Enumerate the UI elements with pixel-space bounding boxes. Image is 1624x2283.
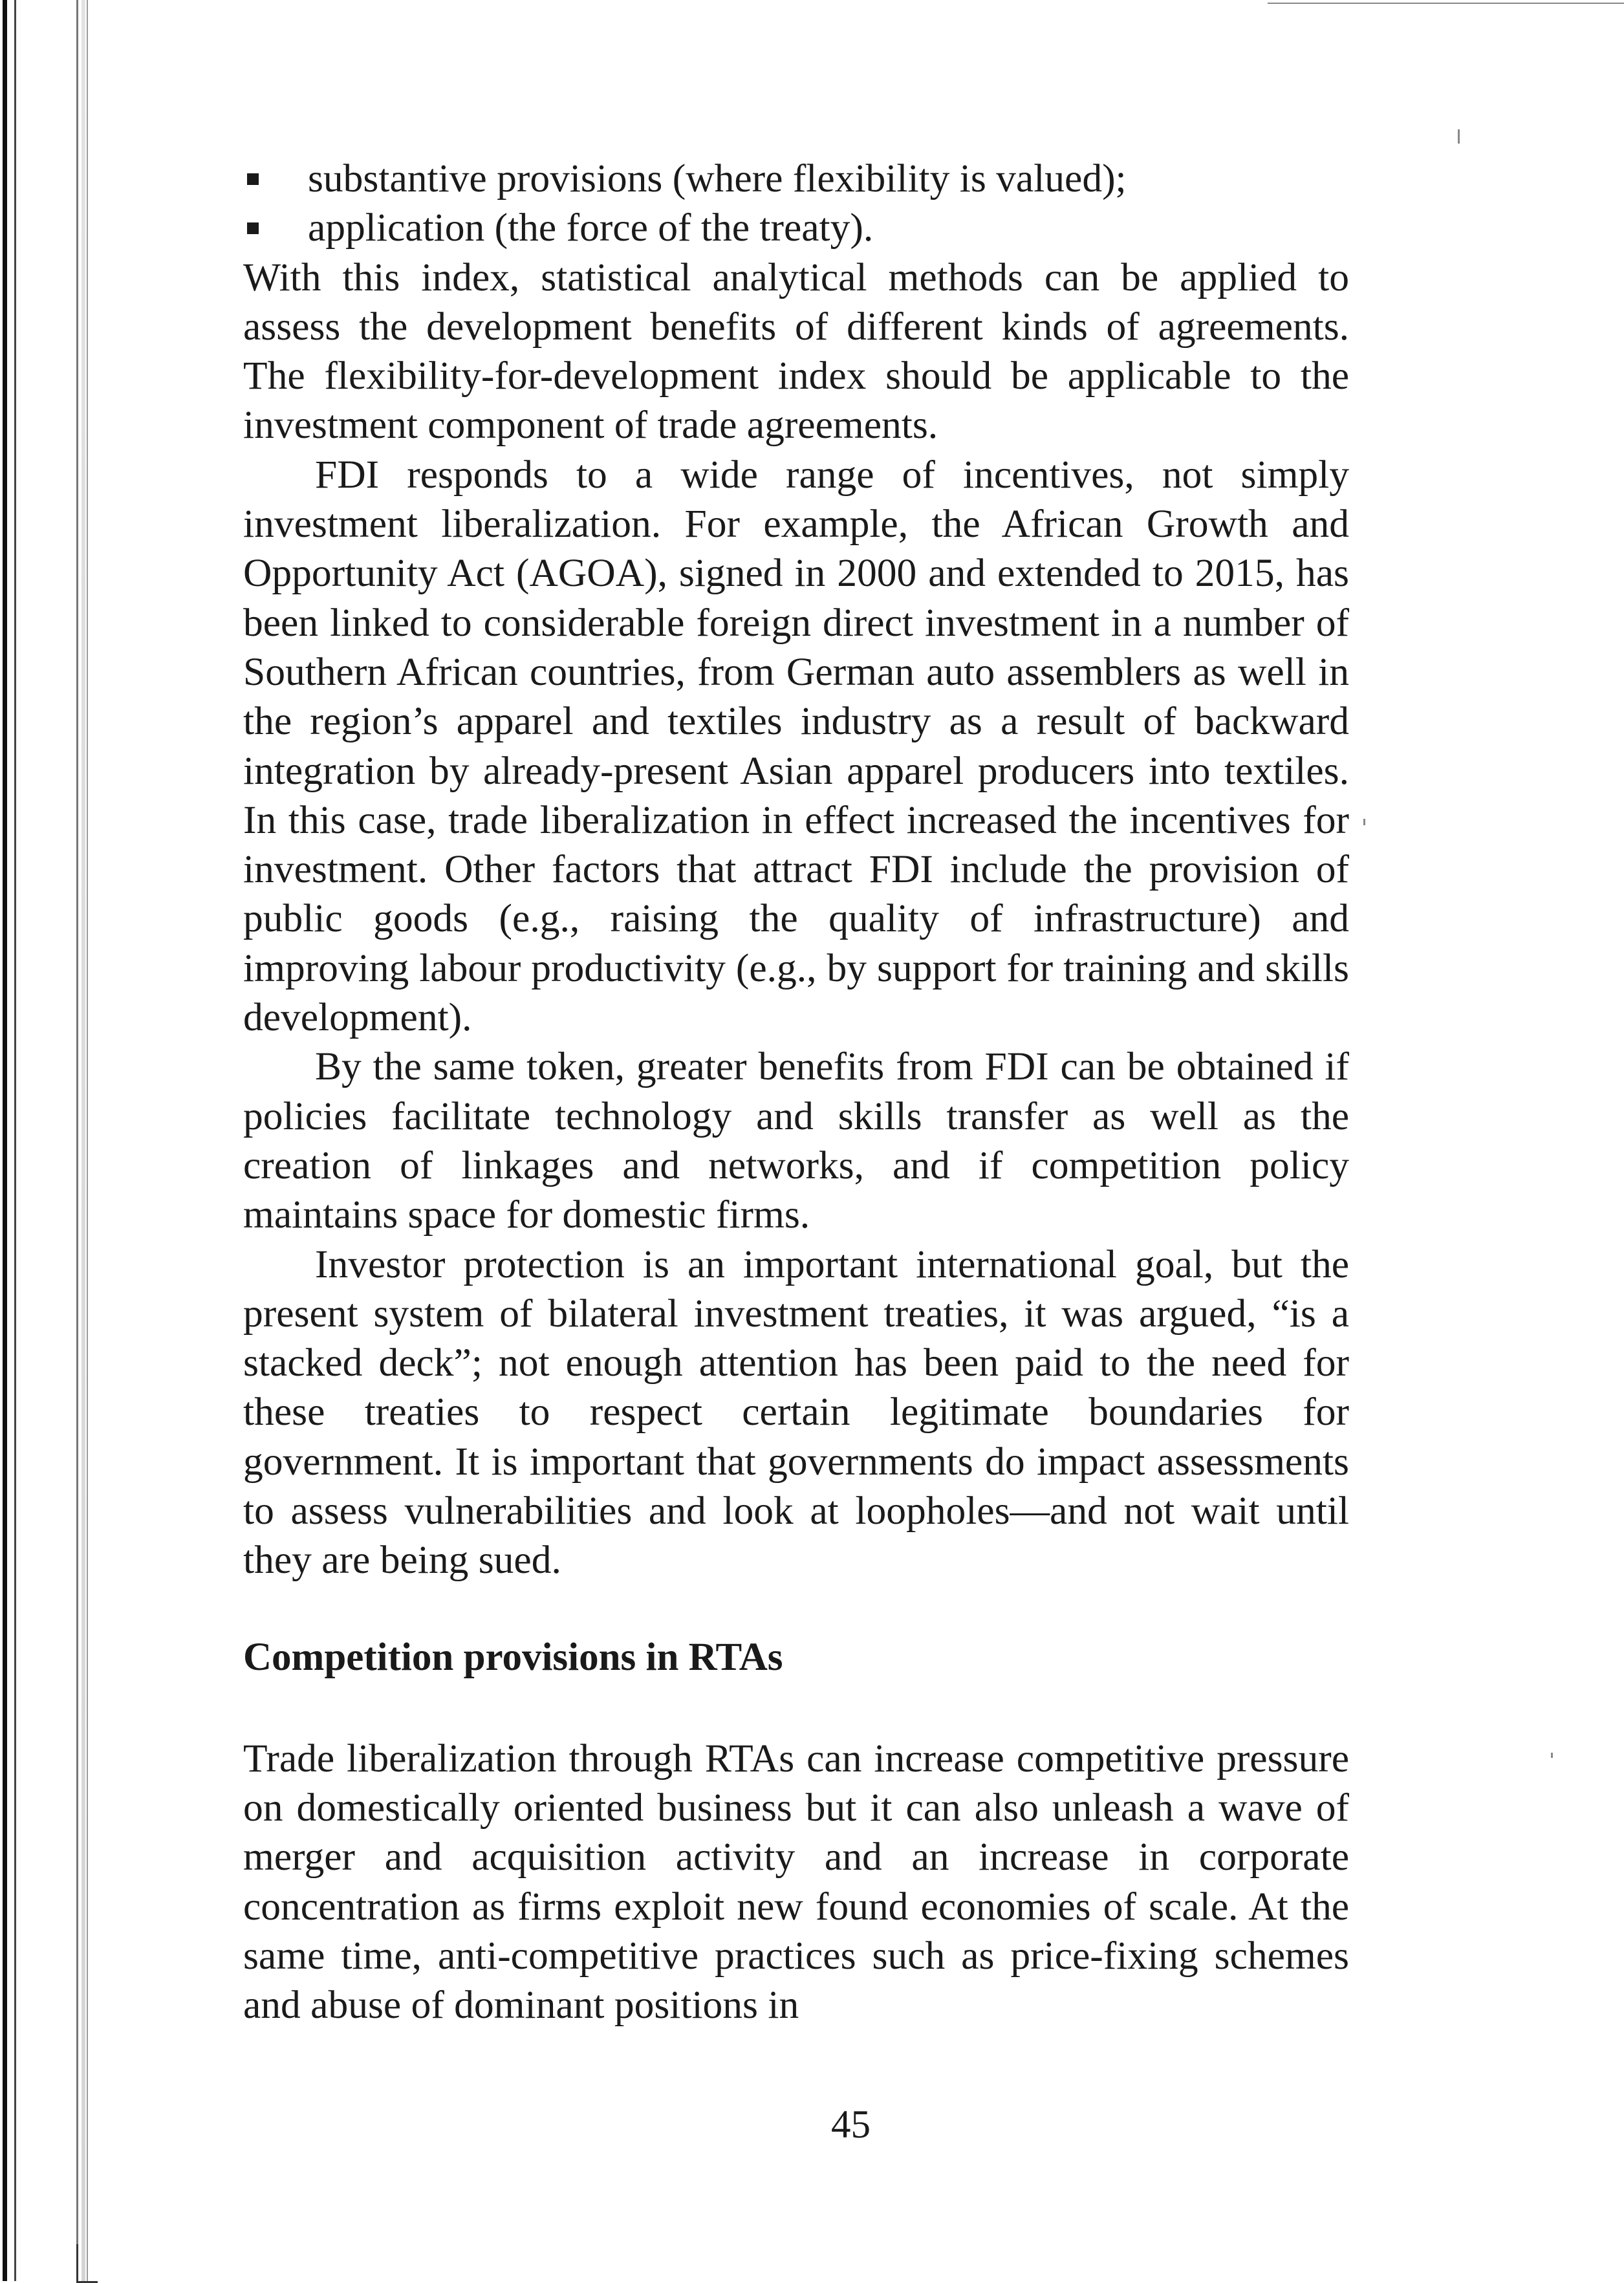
paragraph: Investor protection is an important international goal, but the present system of bilateral investment treaties, it was argued, “is a stacked deck”; not enough attention has been paid to the need for these treaties to respect certain legitimate boundaries for government. It is important that governments do impact assessments to assess vulnerabilities and look at loopholes—and not wait until they are being sued. [243, 1242, 1349, 1583]
top-edge-rule [1268, 3, 1624, 4]
bullet-item [243, 154, 1349, 203]
binding-shadow [81, 0, 85, 2281]
bullet-square-icon [247, 173, 259, 185]
scan-speck [1363, 819, 1365, 825]
binding-line [3, 0, 7, 2281]
binding-corner [76, 2244, 98, 2283]
scan-binding-edge [0, 0, 97, 2281]
scan-speck [1458, 129, 1460, 144]
binding-line [76, 0, 78, 2281]
paragraph: FDI responds to a wide range of incentives, not simply investment liberalization. For example, the African Growth and Opportunity Act (AGOA), signed in 2000 and extended to 2015, has been linked to considerable foreign direct investment in a number of Southern African countries, from German auto assemblers as well in the region’s apparel and textiles industry as a result of backward integration by already-present Asian apparel producers into textiles. In this case, trade liberalization in effect increased the incentives for investment. Other factors that attract FDI include the provision of public goods (e.g., raising the quality of infrastructure) and improving labour productivity (e.g., by support for training and skills development). [243, 452, 1349, 1040]
binding-line [87, 0, 88, 2281]
bullet-text: substantive provisions (where flexibility is valued); [308, 157, 1127, 200]
paragraph: Trade liberalization through RTAs can increase competitive pressure on domestically oriented business but it can also unleash a wave of merger and acquisition activity and an increase in corporate concentration as firms exploit new found economies of scale. At the same time, anti-competitive practices such as price-fixing schemes and abuse of dominant positions in [243, 1736, 1349, 2028]
binding-line [14, 0, 16, 2281]
bullet-item [243, 203, 1349, 252]
paragraph: By the same token, greater benefits from FDI can be obtained if policies facilitate technology and skills transfer as well as the creation of linkages and networks, and if competition policy maintains space for domestic firms. [243, 1044, 1349, 1237]
paragraph: With this index, statistical analytical methods can be applied to assess the development benefits of different kinds of agreements. The flexibility-for-development index should be applicable to the investment component of trade agreements. [243, 255, 1349, 448]
page-number: 45 [831, 2103, 871, 2147]
page-body [243, 154, 1349, 2029]
bullet-square-icon [247, 222, 259, 234]
bullet-text: application (the force of the treaty). [308, 206, 874, 250]
section-heading: Competition provisions in RTAs [243, 1635, 783, 1679]
scan-speck [1551, 1753, 1553, 1758]
